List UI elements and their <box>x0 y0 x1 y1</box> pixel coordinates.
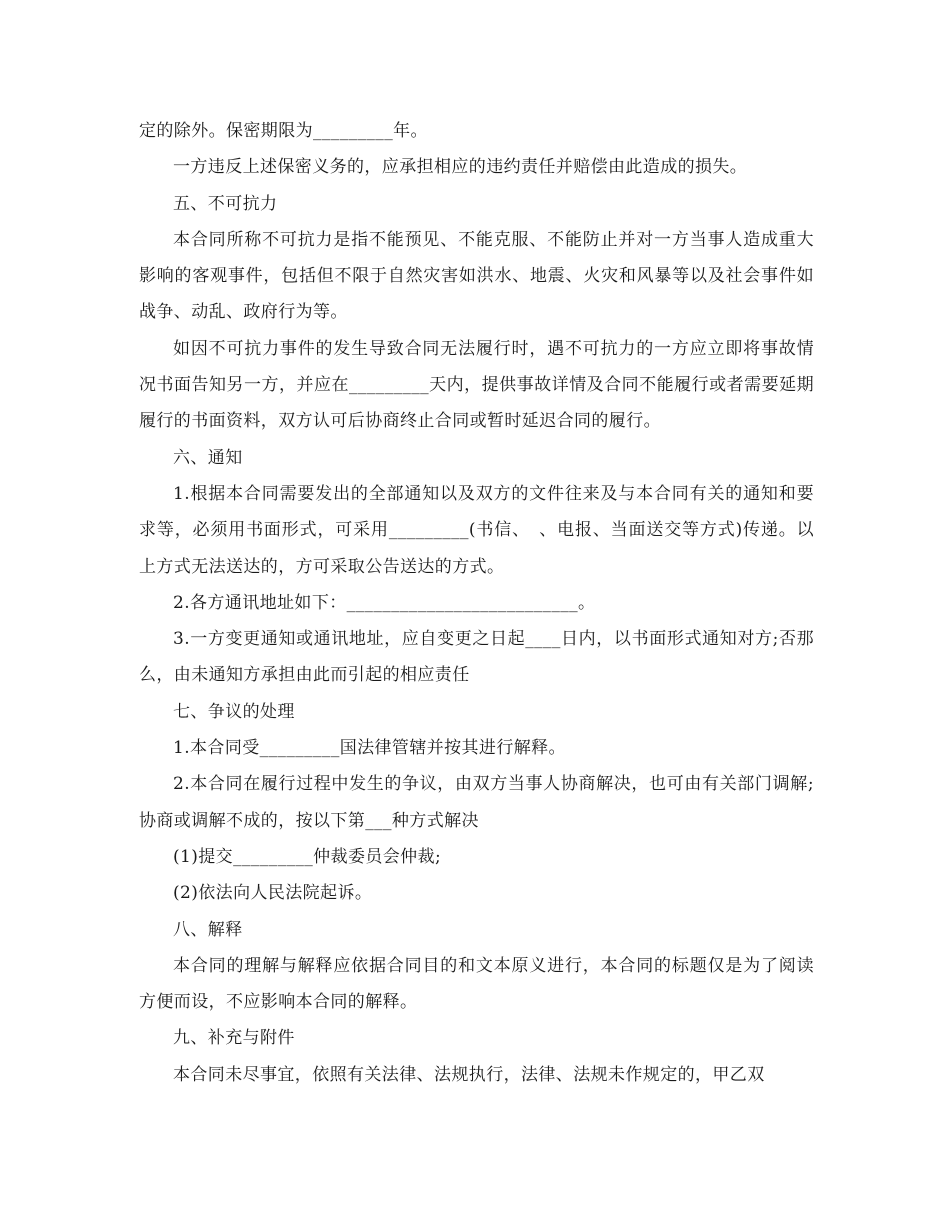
paragraph-confidentiality-breach: 一方违反上述保密义务的，应承担相应的违约责任并赔偿由此造成的损失。 <box>173 157 748 178</box>
document-body <box>139 113 814 1093</box>
paragraph-dispute-resolution: 2.本合同在履行过程中发生的争议，由双方当事人协商解决，也可由有关部门调解;协商或调解不成的，按以下第___种方式解决 <box>139 774 814 831</box>
paragraph-governing-law: 1.本合同受_________国法律管辖并按其进行解释。 <box>173 738 566 759</box>
paragraph-notice-form: 1.根据本合同需要发出的全部通知以及双方的文件往来及与本合同有关的通知和要求等，必须用书面形式，可采用_________(书信、 、电报、当面送交等方式)传递。以上方式无法送达的，方可采取公告送达的方式。 <box>139 483 814 577</box>
section-heading-interpretation: 八、解释 <box>173 919 243 940</box>
paragraph-confidentiality-term: 定的除外。保密期限为_________年。 <box>139 121 428 141</box>
section-heading-notice: 六、通知 <box>173 447 243 468</box>
paragraph-litigation-option: (2)依法向人民法院起诉。 <box>173 883 373 904</box>
paragraph-notice-address: 2.各方通讯地址如下：__________________________。 <box>173 592 596 613</box>
paragraph-supplement: 本合同未尽事宜，依照有关法律、法规执行，法律、法规未作规定的，甲乙双 <box>173 1064 765 1085</box>
section-heading-supplement: 九、补充与附件 <box>173 1028 295 1049</box>
paragraph-notice-change: 3.一方变更通知或通讯地址，应自变更之日起____日内，以书面形式通知对方;否那么，由未通知方承担由此而引起的相应责任 <box>139 629 814 686</box>
section-heading-dispute: 七、争议的处理 <box>173 701 295 722</box>
paragraph-force-majeure-definition: 本合同所称不可抗力是指不能预见、不能克服、不能防止并对一方当事人造成重大影响的客观事件，包括但不限于自然灾害如洪水、地震、火灾和风暴等以及社会事件如战争、动乱、政府行为等。 <box>139 229 814 323</box>
paragraph-interpretation: 本合同的理解与解释应依据合同目的和文本原义进行，本合同的标题仅是为了阅读方便而设，不应影响本合同的解释。 <box>139 955 814 1013</box>
section-heading-force-majeure: 五、不可抗力 <box>173 193 278 214</box>
paragraph-arbitration-option: (1)提交_________仲裁委员会仲裁; <box>173 846 442 867</box>
paragraph-force-majeure-procedure: 如因不可抗力事件的发生导致合同无法履行时，遇不可抗力的一方应立即将事故情况书面告知另一方，并应在_________天内，提供事故详情及合同不能履行或者需要延期履行的书面资料，双方认可后协商终止合同或暂时延迟合同的履行。 <box>139 338 814 432</box>
